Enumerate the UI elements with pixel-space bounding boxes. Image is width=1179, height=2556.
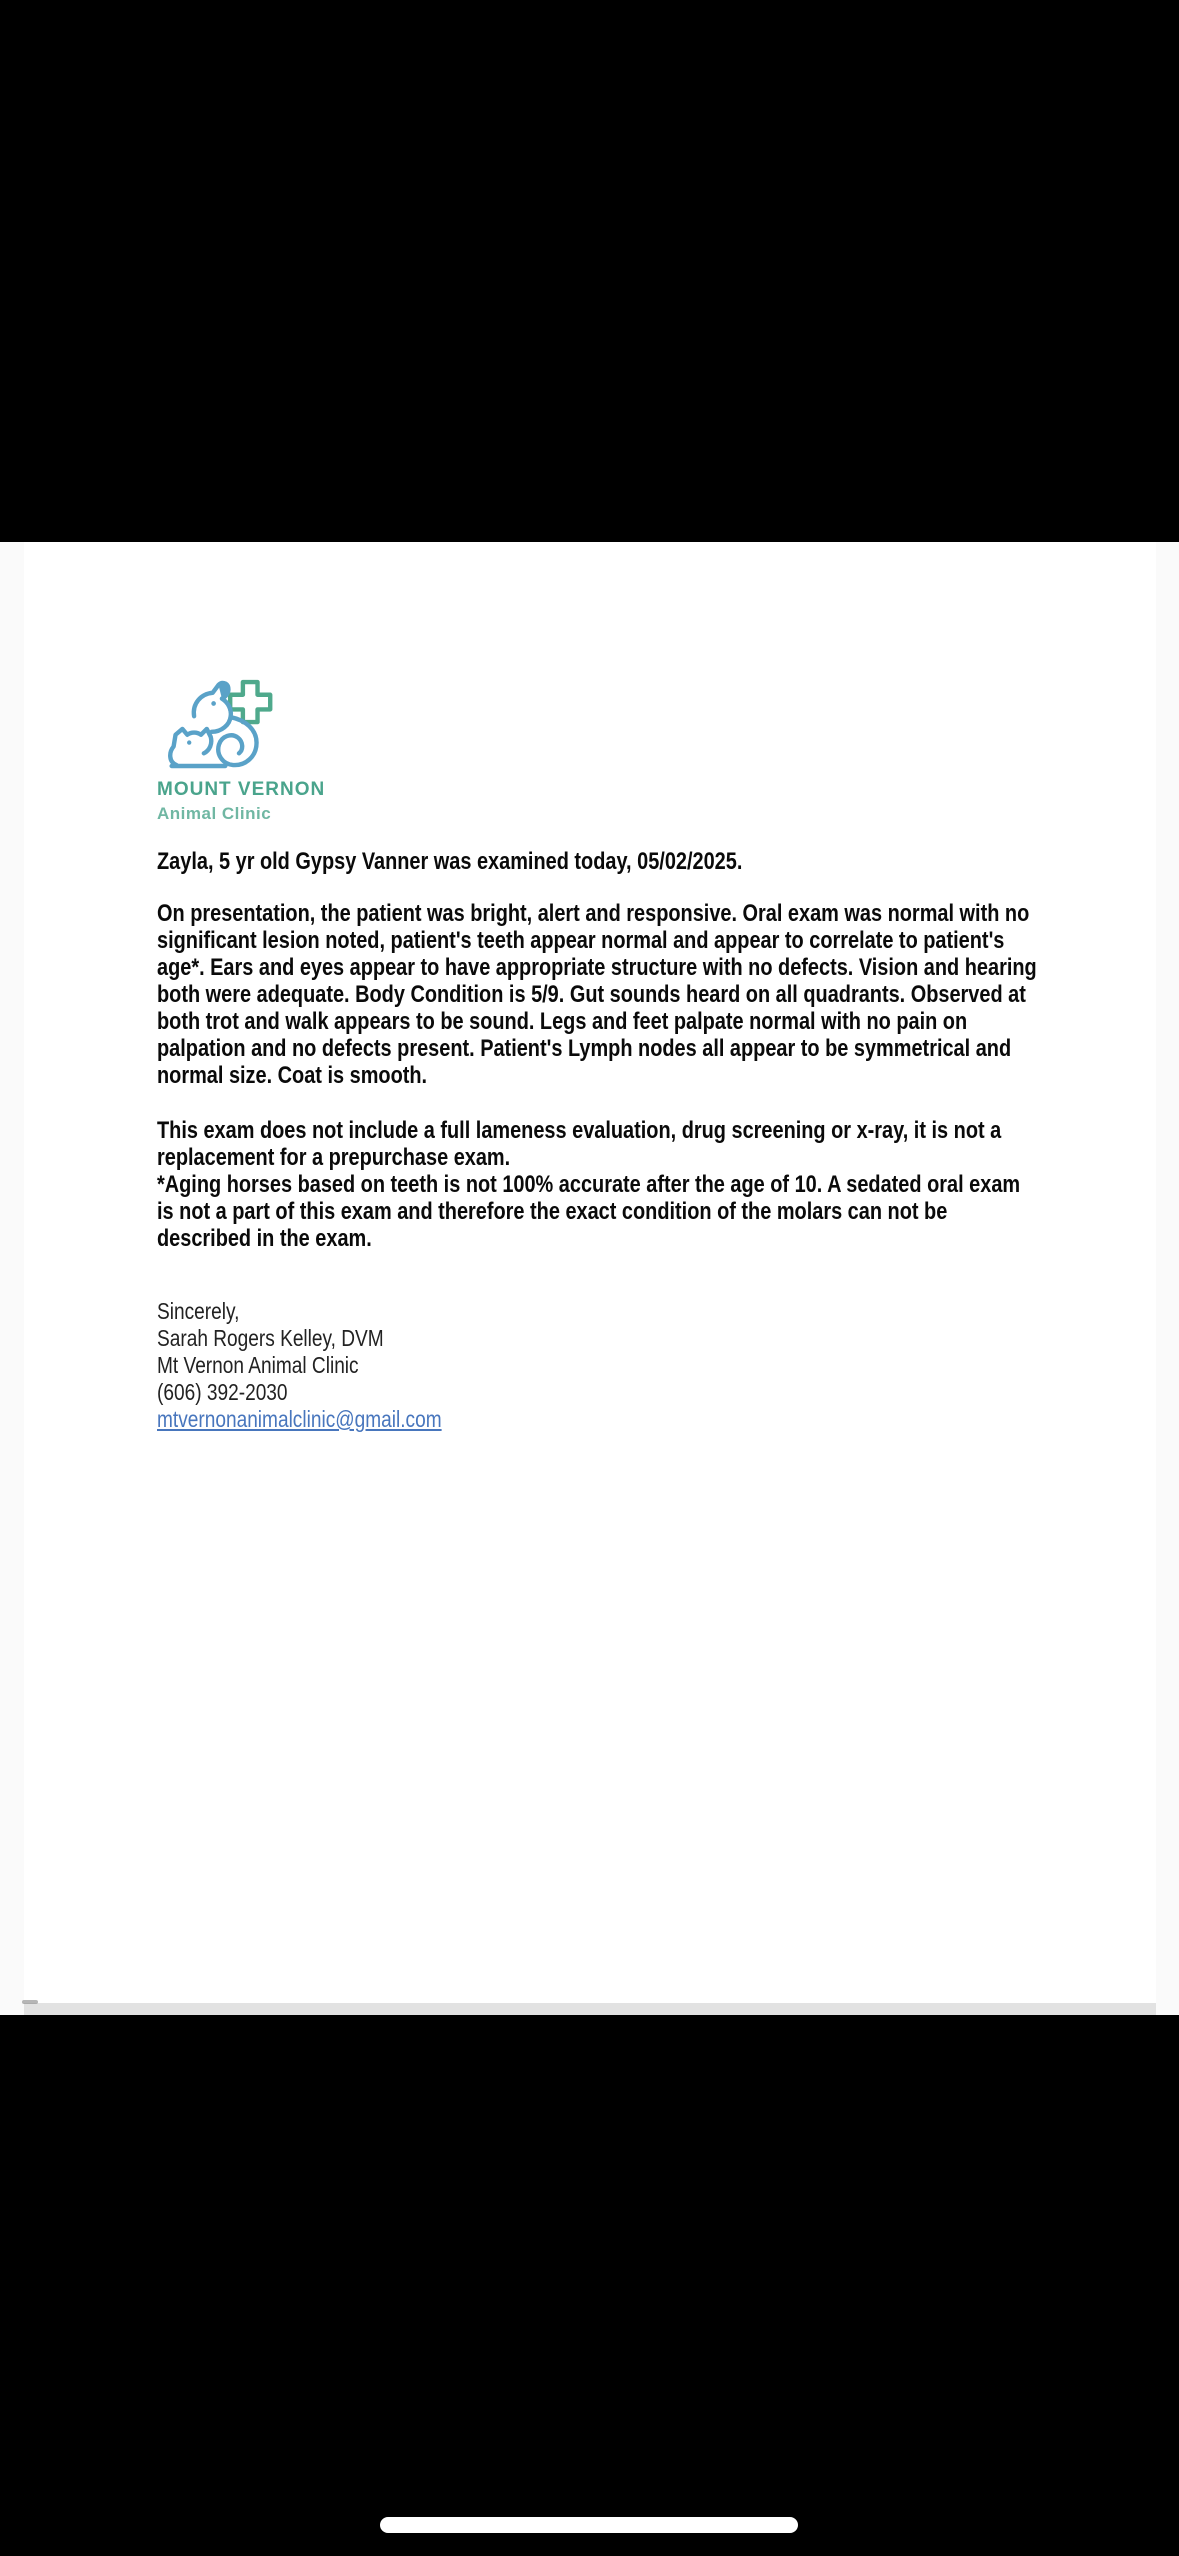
page-bottom-divider [24, 2003, 1156, 2015]
clinic-subtitle: Animal Clinic [157, 804, 272, 823]
clinic-logo [157, 675, 377, 824]
signature-block [157, 1298, 1038, 1433]
exam-findings-paragraph: On presentation, the patient was bright, alert and responsive. Oral exam was normal with no significant lesion noted, patient's teeth appear normal and appear to correlate to patient's age*. Ears and eyes appear to have appropriate structure with no defects. Vision and hearing both were adequate. Body Condition is 5/9. Gut sounds heard on all quadrants. Observed at both trot and walk appears to be sound. Legs and feet palpate normal with no pain on palpation and no defects present. Patient's Lymph nodes all appear to be symmetrical and normal size. Coat is smooth. [157, 900, 1037, 1089]
document-viewer[interactable] [0, 542, 1179, 2015]
medical-cross-icon [230, 682, 270, 722]
signature-closing: Sincerely, [157, 1298, 240, 1324]
clinic-name: MOUNT VERNON [157, 779, 326, 800]
scroll-indicator [22, 2000, 38, 2004]
signature-name: Sarah Rogers Kelley, DVM [157, 1325, 384, 1351]
aging-note-paragraph: *Aging horses based on teeth is not 100% accurate after the age of 10. A sedated oral exam is not a part of this exam and therefore the exact condition of the molars can not be described in the exam. [157, 1171, 1021, 1252]
bottom-letterbox [0, 2015, 1179, 2556]
disclaimer-block [157, 1117, 1038, 1252]
document-page [24, 542, 1156, 2003]
pets-line-art [157, 675, 279, 775]
letter-content [157, 848, 1038, 1433]
cat-eye-dot [187, 740, 191, 744]
disclaimer-paragraph: This exam does not include a full lameness evaluation, drug screening or x-ray, it is not a replacement for a prepurchase exam. [157, 1117, 1002, 1171]
exam-summary-heading: Zayla, 5 yr old Gypsy Vanner was examined today, 05/02/2025. [157, 848, 743, 875]
signature-phone: (606) 392-2030 [157, 1379, 288, 1405]
home-indicator[interactable] [380, 2517, 798, 2533]
signature-clinic: Mt Vernon Animal Clinic [157, 1352, 359, 1378]
dog-eye-dot [211, 701, 216, 706]
top-letterbox [0, 0, 1179, 542]
email-link[interactable]: mtvernonanimalclinic@gmail.com [157, 1406, 442, 1432]
